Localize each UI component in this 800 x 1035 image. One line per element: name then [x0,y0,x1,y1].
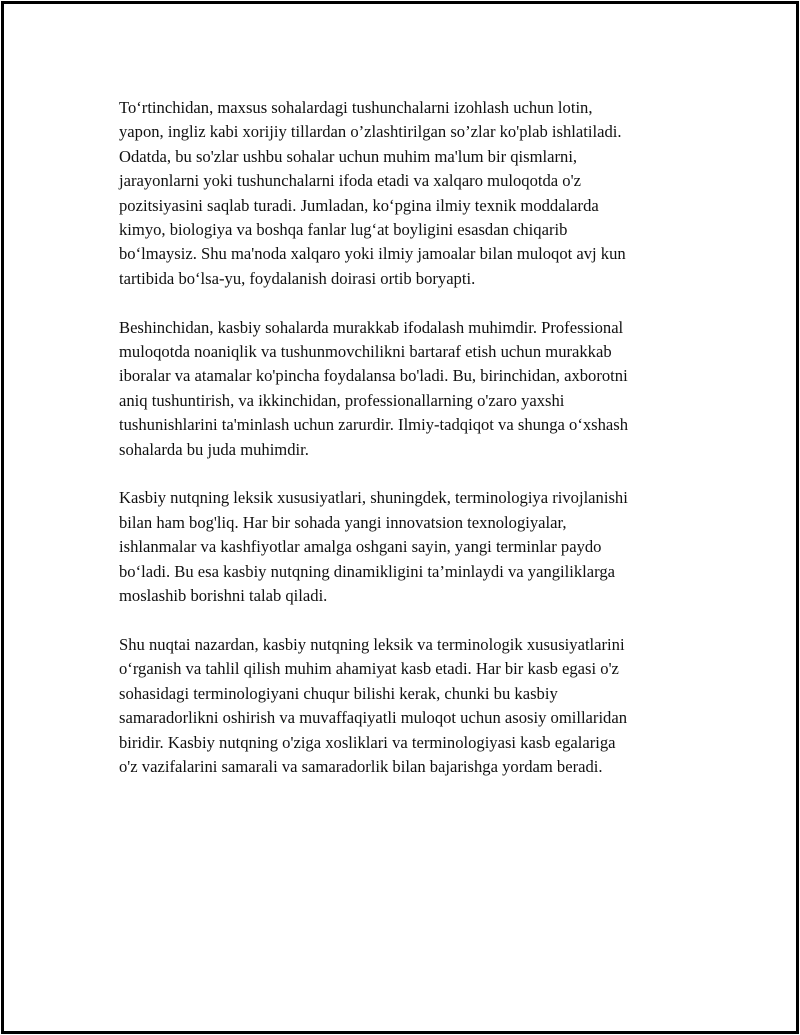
paragraph-line: o'z vazifalarini samarali va samaradorlik bilan bajarishga yordam beradi. [119,756,603,776]
paragraph-line: pozitsiyasini saqlab turadi. Jumladan, ko‘pgina ilmiy texnik moddalarda [119,195,599,215]
paragraph-line: iboralar va atamalar ko'pincha foydalansa bo'ladi. Bu, birinchidan, axborotni [119,366,628,386]
paragraph-line: tartibida bo‘lsa-yu, foydalanish doirasi ortib boryapti. [119,268,476,288]
paragraph-line: yapon, ingliz kabi xorijiy tillardan o’zlashtirilgan so’zlar ko'plab ishlatiladi. [119,122,622,142]
paragraph-line: Kasbiy nutqning leksik xususiyatlari, shuningdek, terminologiya rivojlanishi [119,488,628,508]
paragraph-line: ishlanmalar va kashfiyotlar amalga oshgani sayin, yangi terminlar paydo [119,537,602,557]
paragraph-line: sohasidagi terminologiyani chuqur bilishi kerak, chunki bu kasbiy [119,683,558,703]
paragraph-line: muloqotda noaniqlik va tushunmovchilikni bartaraf etish uchun murakkab [119,342,612,362]
paragraph-1 [119,96,704,291]
paragraph-line: samaradorlikni oshirish va muvaffaqiyatli muloqot uchun asosiy omillaridan [119,708,628,728]
paragraph-line: biridir. Kasbiy nutqning o'ziga xosliklari va terminologiyasi kasb egalariga [119,732,616,752]
paragraph-line: aniq tushuntirish, va ikkinchidan, professionallarning o'zaro yaxshi [119,390,565,410]
paragraph-line: kimyo, biologiya va boshqa fanlar lug‘at boyligini esasdan chiqarib [119,220,568,240]
paragraph-line: To‘rtinchidan, maxsus sohalardagi tushunchalarni izohlash uchun lotin, [119,98,593,117]
document-body [119,96,704,804]
paragraph-line: Odatda, bu so'zlar ushbu sohalar uchun muhim ma'lum bir qismlarni, [119,146,578,166]
page-frame [1,1,799,1034]
paragraph-line: Shu nuqtai nazardan, kasbiy nutqning leksik va terminologik xususiyatlarini [119,634,625,654]
paragraph-line: moslashib borishni talab qiladi. [119,586,328,606]
paragraph-line: tushunishlarini ta'minlash uchun zarurdir. Ilmiy-tadqiqot va shunga o‘xshash [119,415,629,435]
paragraph-line: Beshinchidan, kasbiy sohalarda murakkab ifodalash muhimdir. Professional [119,317,624,337]
paragraph-2 [119,316,704,462]
paragraph-line: o‘rganish va tahlil qilish muhim ahamiyat kasb etadi. Har bir kasb egasi o'z [119,659,619,679]
paragraph-line: sohalarda bu juda muhimdir. [119,439,309,459]
paragraph-line: bo‘ladi. Bu esa kasbiy nutqning dinamikligini ta’minlaydi va yangiliklarga [119,561,616,581]
paragraph-line: bilan ham bog'liq. Har bir sohada yangi innovatsion texnologiyalar, [119,512,567,532]
paragraph-line: bo‘lmaysiz. Shu ma'noda xalqaro yoki ilmiy jamoalar bilan muloqot avj kun [119,244,626,264]
paragraph-4 [119,633,704,779]
paragraph-3 [119,486,704,608]
paragraph-line: jarayonlarni yoki tushunchalarni ifoda etadi va xalqaro muloqotda o'z [119,171,581,191]
